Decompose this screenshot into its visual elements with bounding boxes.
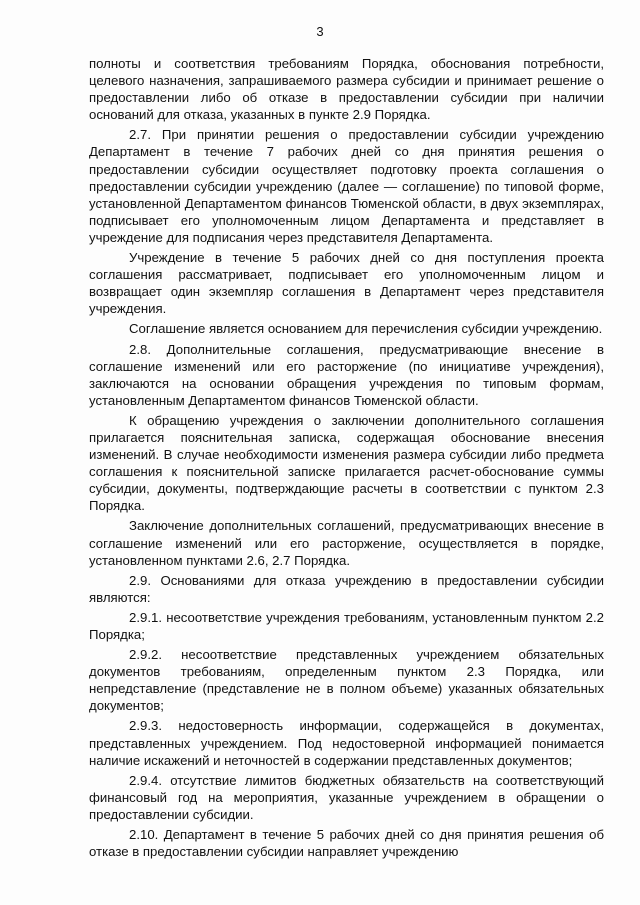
paragraph-2-9-3: 2.9.3. недостоверность информации, содержащейся в документах, представленных учреждением. Под недостоверной информацией понимается наличие искажений и неточностей в содержании представленных документов;: [89, 718, 604, 768]
paragraph-request-attachments: К обращению учреждения о заключении дополнительного соглашения прилагается пояснительная записка, содержащая обоснование внесения изменений. В случае необходимости изменения размера субсидии либо предмета соглашения к пояснительной записке прилагается расчет-обоснование суммы субсидии, документы, подтверждающие расчеты в соответствии с пунктом 2.3 Порядка.: [89, 412, 604, 514]
paragraph-2-10: 2.10. Департамент в течение 5 рабочих дней со дня принятия решения об отказе в предоставлении субсидии направляет учреждению: [89, 827, 604, 860]
page-number: 3: [316, 24, 324, 39]
document-body: [89, 55, 604, 863]
paragraph-2-9-1: 2.9.1. несоответствие учреждения требованиям, установленным пунктом 2.2 Порядка;: [89, 609, 604, 642]
paragraph-2-9: 2.9. Основаниями для отказа учреждению в предоставлении субсидии являются:: [89, 572, 604, 605]
paragraph-agreement-basis: Соглашение является основанием для перечисления субсидии учреждению.: [129, 321, 603, 337]
paragraph-additional-agreements: Заключение дополнительных соглашений, предусматривающих внесение в соглашение изменений или его расторжение, осуществляется в порядке, установленном пунктами 2.6, 2.7 Порядка.: [89, 518, 604, 568]
paragraph-institution-review: Учреждение в течение 5 рабочих дней со дня поступления проекта соглашения рассматривает, подписывает его уполномоченным лицом и возвращает один экземпляр соглашения в Департамент через представителя учреждения.: [89, 250, 604, 317]
paragraph-continuation: полноты и соответствия требованиям Порядка, обоснования потребности, целевого назначения, запрашиваемого размера субсидии и принимает решение о предоставлении либо об отказе в предоставлении субсидии при наличии оснований для отказа, указанных в пункте 2.9 Порядка.: [89, 56, 604, 123]
paragraph-2-9-4: 2.9.4. отсутствие лимитов бюджетных обязательств на соответствующий финансовый год на мероприятия, указанные учреждением в обращении о предоставлении субсидии.: [89, 772, 604, 822]
paragraph-2-9-2: 2.9.2. несоответствие представленных учреждением обязательных документов требованиям, определенным пунктом 2.3 Порядка, или непредставление (представление не в полном объеме) указанных обязательных документов;: [89, 647, 604, 714]
paragraph-2-8: 2.8. Дополнительные соглашения, предусматривающие внесение в соглашение изменений или его расторжение (по инициативе учреждения), заключаются на основании обращения учреждения по типовым формам, установленным Департаментом финансов Тюменской области.: [89, 341, 604, 408]
paragraph-2-7: 2.7. При принятии решения о предоставлении субсидии учреждению Департамент в течение 7 рабочих дней со дня принятия решения о предоставлении субсидии осуществляет подготовку проекта соглашения о предоставлении субсидии учреждению (далее — соглашение) по типовой форме, установленной Департаментом финансов Тюменской области, в двух экземплярах, подписывает его уполномоченным лицом Департамента и представляет в учреждение для подписания через представителя Департамента.: [89, 127, 604, 245]
